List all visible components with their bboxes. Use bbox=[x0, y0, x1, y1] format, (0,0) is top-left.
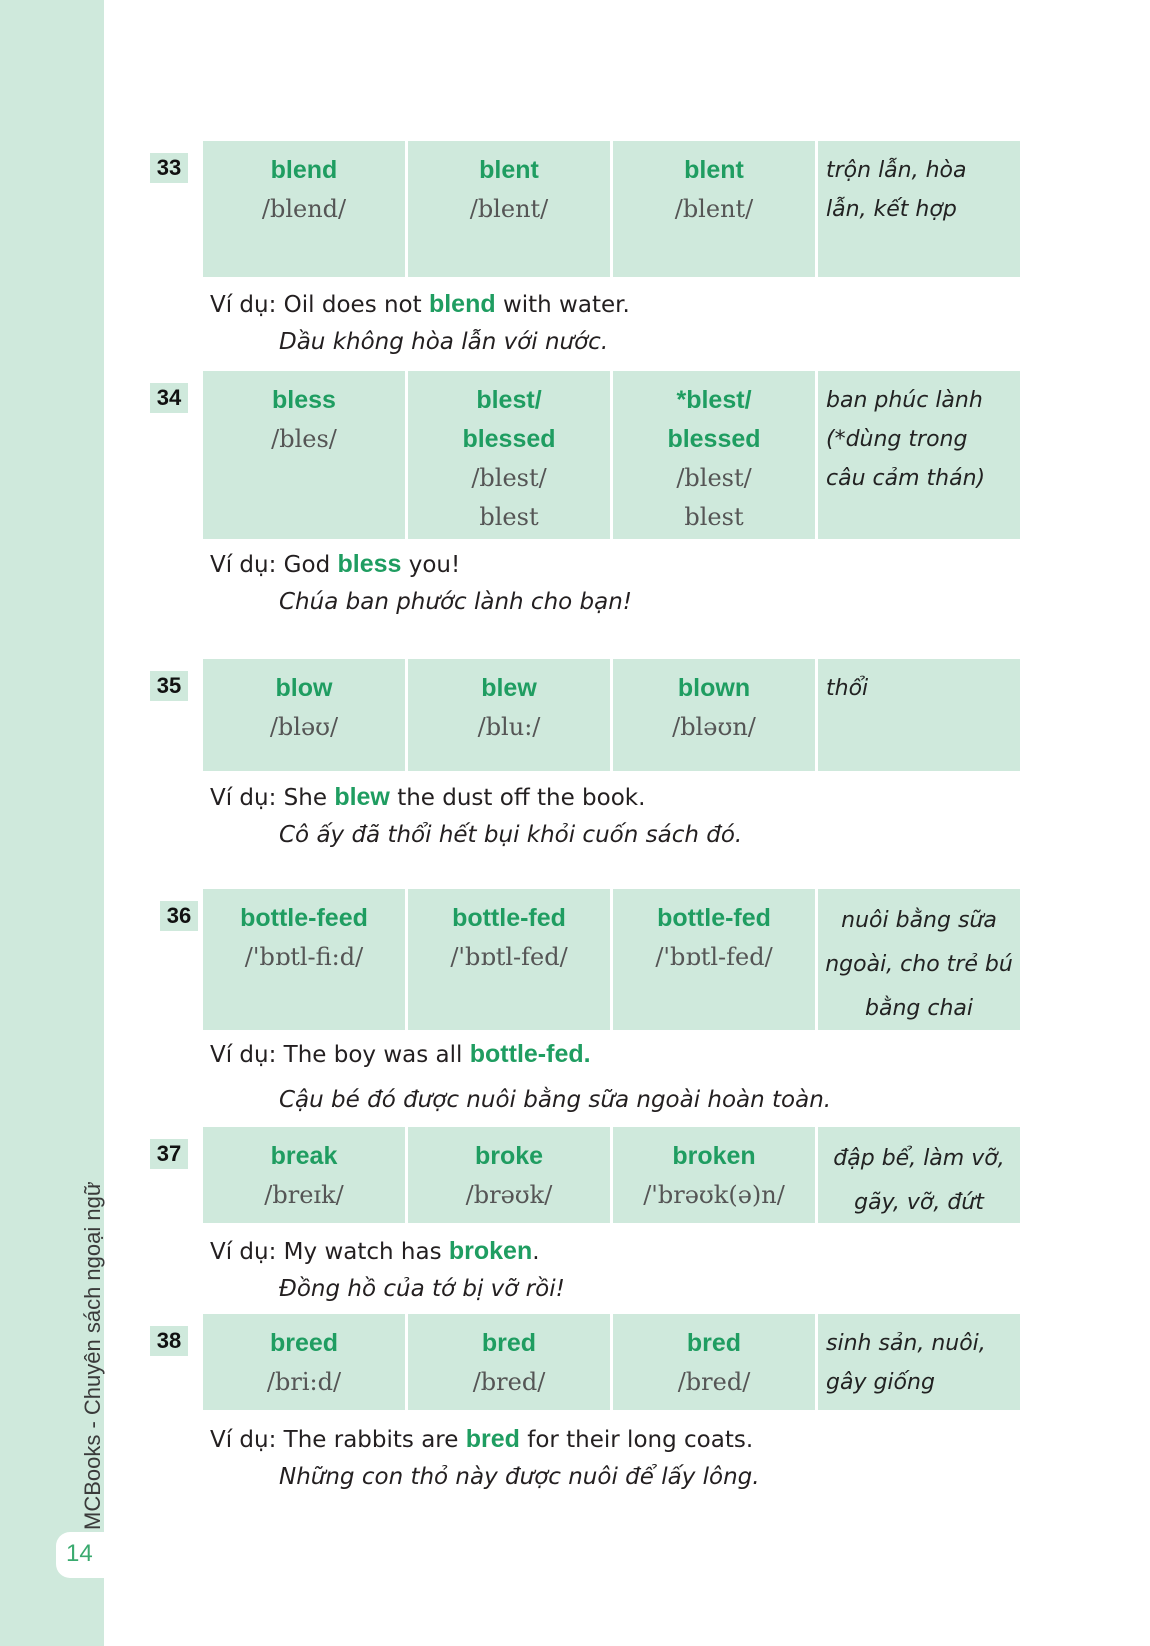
meaning-line: lẫn, kết hợp bbox=[826, 197, 957, 222]
meaning-line: nuôi bằng sữa bbox=[841, 908, 997, 933]
verb-row bbox=[203, 371, 1021, 539]
base-ipa: /bles/ bbox=[271, 425, 337, 453]
base-ipa: /bləʊ/ bbox=[269, 713, 339, 741]
past-ipa-alt: blest bbox=[479, 503, 539, 531]
entry-number: 33 bbox=[150, 153, 188, 183]
meaning-cell bbox=[818, 141, 1020, 277]
base-ipa: /breɪk/ bbox=[264, 1181, 344, 1209]
past-participle-ipa: /'bɒtl-fed/ bbox=[655, 943, 773, 971]
past-participle-cell bbox=[613, 889, 815, 1030]
past-form: bred bbox=[481, 1329, 537, 1357]
meaning-line: (*dùng trong bbox=[826, 427, 968, 452]
past-form: blest/ bbox=[476, 386, 542, 414]
meaning-line: ban phúc lành bbox=[826, 388, 983, 413]
example-sentence: Ví dụ: Oil does not blend with water. bbox=[210, 290, 630, 318]
base-ipa: /bri:d/ bbox=[266, 1368, 342, 1396]
meaning-cell bbox=[818, 1314, 1020, 1410]
meaning-cell bbox=[818, 371, 1020, 539]
example-keyword: bless bbox=[337, 550, 402, 578]
past-participle-alt: blessed bbox=[667, 425, 761, 453]
past-ipa: /'bɒtl-fed/ bbox=[450, 943, 568, 971]
past-form-cell bbox=[408, 659, 610, 771]
past-form-cell bbox=[408, 141, 610, 277]
example-translation: Cô ấy đã thổi hết bụi khỏi cuốn sách đó. bbox=[279, 822, 743, 848]
page-number: 14 bbox=[66, 1540, 93, 1567]
meaning-line: ngoài, cho trẻ bú bbox=[825, 952, 1013, 977]
past-form-cell bbox=[408, 1314, 610, 1410]
example-sentence: Ví dụ: The boy was all bottle-fed. bbox=[210, 1040, 591, 1068]
past-ipa: /blest/ bbox=[471, 464, 547, 492]
example-keyword: bred bbox=[465, 1425, 520, 1453]
meaning-line: bằng chai bbox=[865, 996, 973, 1021]
example-sentence: Ví dụ: My watch has broken. bbox=[210, 1237, 540, 1265]
base-form-cell bbox=[203, 1127, 405, 1223]
past-ipa: /brəʊk/ bbox=[465, 1181, 553, 1209]
past-ipa: /blent/ bbox=[469, 195, 549, 223]
example-translation: Chúa ban phước lành cho bạn! bbox=[279, 589, 633, 615]
past-participle: *blest/ bbox=[676, 386, 752, 414]
base-form: break bbox=[270, 1142, 338, 1170]
base-form-cell bbox=[203, 659, 405, 771]
meaning-cell bbox=[818, 1127, 1020, 1223]
past-form-cell bbox=[408, 889, 610, 1030]
meaning-line: đập bể, làm vỡ, bbox=[833, 1146, 1005, 1171]
past-form: broke bbox=[474, 1142, 544, 1170]
verb-row bbox=[203, 659, 1021, 771]
meaning-line: sinh sản, nuôi, bbox=[826, 1331, 986, 1356]
sidebar-title: MCBooks - Chuyên sách ngoại ngữ bbox=[80, 1181, 105, 1530]
past-form: bottle-fed bbox=[452, 904, 566, 932]
base-form: breed bbox=[269, 1329, 339, 1357]
past-ipa: /bred/ bbox=[472, 1368, 546, 1396]
meaning-line: câu cảm thán) bbox=[826, 466, 986, 491]
example-translation: Những con thỏ này được nuôi để lấy lông. bbox=[279, 1464, 760, 1490]
entry-number: 37 bbox=[150, 1139, 188, 1169]
entry-number: 38 bbox=[150, 1326, 188, 1356]
example-sentence: Ví dụ: God bless you! bbox=[210, 550, 461, 578]
verb-row bbox=[203, 141, 1021, 277]
verb-row bbox=[203, 889, 1021, 1030]
past-participle-cell bbox=[613, 1314, 815, 1410]
verb-row bbox=[203, 1314, 1021, 1410]
past-participle: bred bbox=[686, 1329, 742, 1357]
past-participle-ipa: /blest/ bbox=[676, 464, 752, 492]
base-form: bless bbox=[272, 386, 336, 414]
meaning-cell bbox=[818, 889, 1020, 1030]
meaning-line: gây giống bbox=[826, 1370, 935, 1395]
past-participle-ipa: /bləʊn/ bbox=[672, 713, 756, 741]
entry-number: 36 bbox=[160, 901, 198, 931]
example-keyword: broken bbox=[448, 1237, 533, 1265]
past-form: blent bbox=[479, 156, 539, 184]
example-keyword: blend bbox=[428, 290, 496, 318]
meaning-line: gãy, vỡ, đứt bbox=[854, 1190, 984, 1215]
example-sentence: Ví dụ: She blew the dust off the book. bbox=[210, 783, 646, 811]
past-participle-cell bbox=[613, 659, 815, 771]
past-form: blew bbox=[481, 674, 537, 702]
past-participle-ipa: /'brəʊk(ə)n/ bbox=[643, 1181, 785, 1209]
past-participle-ipa-alt: blest bbox=[684, 503, 744, 531]
base-form-cell bbox=[203, 1314, 405, 1410]
entry-number: 35 bbox=[150, 671, 188, 701]
past-form-cell bbox=[408, 1127, 610, 1223]
example-sentence: Ví dụ: The rabbits are bred for their long coats. bbox=[210, 1425, 754, 1453]
past-participle-ipa: /bred/ bbox=[677, 1368, 751, 1396]
past-participle-cell bbox=[613, 371, 815, 539]
base-form: blend bbox=[270, 156, 338, 184]
meaning-line: thổi bbox=[826, 676, 869, 701]
past-participle-cell bbox=[613, 1127, 815, 1223]
entry-number: 34 bbox=[150, 383, 188, 413]
base-form: bottle-feed bbox=[240, 904, 368, 932]
example-keyword: blew bbox=[334, 783, 390, 811]
example-keyword: bottle-fed. bbox=[469, 1040, 591, 1068]
base-ipa: /'bɒtl-fi:d/ bbox=[244, 943, 364, 971]
past-participle: blent bbox=[684, 156, 744, 184]
verb-row bbox=[203, 1127, 1021, 1223]
past-participle: blown bbox=[677, 674, 751, 702]
meaning-line: trộn lẫn, hòa bbox=[826, 158, 967, 183]
past-participle: bottle-fed bbox=[657, 904, 771, 932]
past-participle-ipa: /blent/ bbox=[674, 195, 754, 223]
example-translation: Dầu không hòa lẫn với nước. bbox=[279, 329, 609, 355]
past-form-alt: blessed bbox=[462, 425, 556, 453]
meaning-cell bbox=[818, 659, 1020, 771]
example-translation: Đồng hồ của tớ bị vỡ rồi! bbox=[279, 1276, 565, 1302]
base-form-cell bbox=[203, 371, 405, 539]
past-participle-cell bbox=[613, 141, 815, 277]
base-ipa: /blend/ bbox=[261, 195, 347, 223]
example-translation: Cậu bé đó được nuôi bằng sữa ngoài hoàn toàn. bbox=[279, 1087, 832, 1113]
base-form: blow bbox=[275, 674, 333, 702]
base-form-cell bbox=[203, 889, 405, 1030]
past-participle: broken bbox=[672, 1142, 756, 1170]
base-form-cell bbox=[203, 141, 405, 277]
past-ipa: /blu:/ bbox=[477, 713, 541, 741]
past-form-cell bbox=[408, 371, 610, 539]
